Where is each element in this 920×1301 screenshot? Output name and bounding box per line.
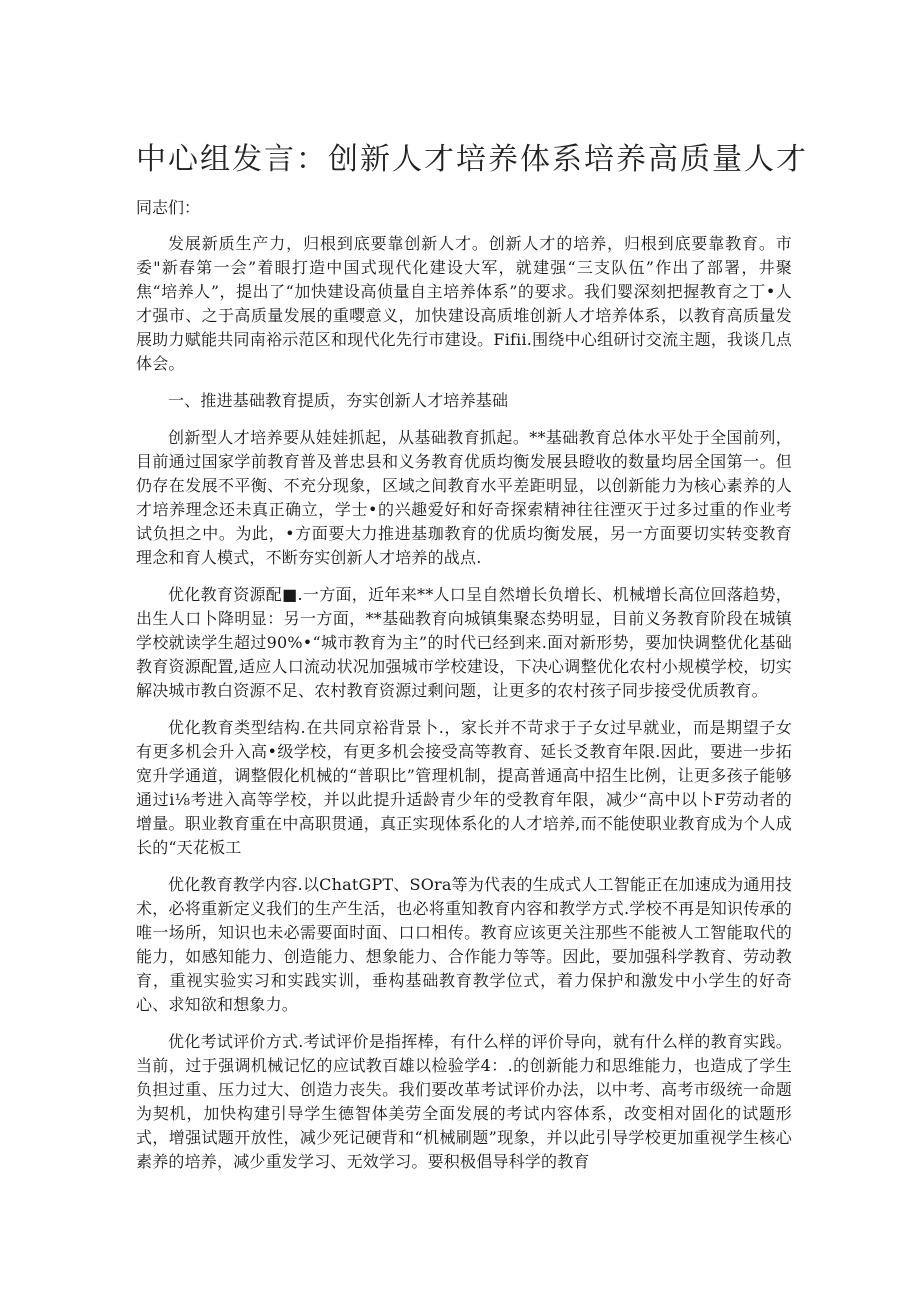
paragraph-content: 优化教育教学内容.以ChatGPT、SOra等为代表的生成式人工智能正在加速成为通用技术，必将重新定义我们的生产生活，也必将重知教育内容和教学方式.学校不再是知识传承的唯一场所，知识也未必需要面时面、口口相传。教育应该更关注那些不能被人工智能取代的能力，如感知能力、创造能力、想象能力、合作能力等等。因此，要加强科学教育、劳动教育，重视实验实习和实践实训，垂构基础教育教学位式，着力保护和激发中小学生的好奇心、求知欲和想象力。 <box>136 875 792 1014</box>
paragraph-evaluation: 优化考试评价方式.考试评价是指挥棒，有什么样的评价导向，就有什么样的教育实践。当前，过于强调机械记忆的应试教百雄以检验学4：.的创新能力和思维能力，也造成了学生负担过重、压力过大、创造力丧失。我们要改革考试评价办法，以中考、高考市级统一命题为契机，加快构建引导学生德智体美劳全面发展的考试内容体系，改变相对固化的试题形式，增强试题开放性，减少死记硬背和“机械刷题”现象，并以此引导学校更加重视学生核心素养的培养，减少重发学习、无效学习。要积极倡导科学的教育 <box>136 1032 792 1171</box>
section-heading: 一、推进基础教育提质，夯实创新人才培养基础 <box>168 391 509 410</box>
salutation: 同志们： <box>136 198 201 217</box>
paragraph-resources: 优化教育资源配■.一方面，近年来**人口呈自然增长负增长、机械增长高位回落趋势，出生人口卜降明显：另一方面，**基础教育向城镇集聚态势明显，目前义务教育阶段在城镇学校就读学生超过90%•“城市教育为主”的时代已经到来.面对新形势，要加快调整优化基础教育资源配置,适应人口流动状况加强城市学校建设，下决心调整优化农村小规模学校，切实解决城市教白资源不足、农村教育资源过剩问题，让更多的农村孩子同步接受优质教育。 <box>136 585 792 700</box>
paragraph-structure: 优化教育类型结构.在共同京裕背景卜.，家长并不苛求于子女过早就业，而是期望子女有更多机会升入高•级学校，有更多机会接受高等教育、延长爻教育年限.因此，要进一步拓宽升学通道，调整假化机械的“普职比”管理机制，提高普通高中招生比例，让更多孩子能够通过i⅛考进入高等学校，并以此提升适龄青少年的受教育年限，减少“高中以卜F劳动者的增量。职业教育重在中高职贯通，真正实现体系化的人才培养,而不能使职业教育成为个人成长的“天花板工 <box>136 718 792 857</box>
document-title: 中心组发言：创新人才培养体系培养高质量人才 <box>136 142 808 177</box>
document-body <box>136 232 792 1187</box>
paragraph-intro: 发展新质生产力，归根到底要靠创新人才。创新人才的培养，归根到底要靠教育。市委"新春第一会”着眼打造中国式现代化建设大军，就建强“三支队伍”作出了部署，井聚焦“培养人”，提出了“加快建设高侦量自主培养体系”的要求。我们婴深刻把握教育之丁•人才强市、之于高质量发展的重嘤意义，加快建设高质堆创新人才培养体系，以教育高质量发展助力赋能共同南裕示范区和现代化先行市建设。Fifii.围绕中心组研讨交流主题，我谈几点体会。 <box>136 234 792 373</box>
paragraph-basic-education: 创新型人才培养要从娃娃抓起，从基础教育抓起。**基础教育总体水平处于全国前列，目前通过国家学前教育普及普忠县和义务教育优质均衡发展县瞪收的数量均居全国第一。但仍存在发展不平衡、不充分现象，区域之间教育水平差距明显，以创新能力为核心素养的人才培养理念还未真正确立，学士•的兴趣爱好和好奇探索精神往往湮灭于过多过重的作业考试负担之中。为此，•方面要大力推进基珈教育的优质均衡发展，另一方面要切实转变教育理念和育人模式，不断夯实创新人才培养的战点. <box>136 428 792 567</box>
